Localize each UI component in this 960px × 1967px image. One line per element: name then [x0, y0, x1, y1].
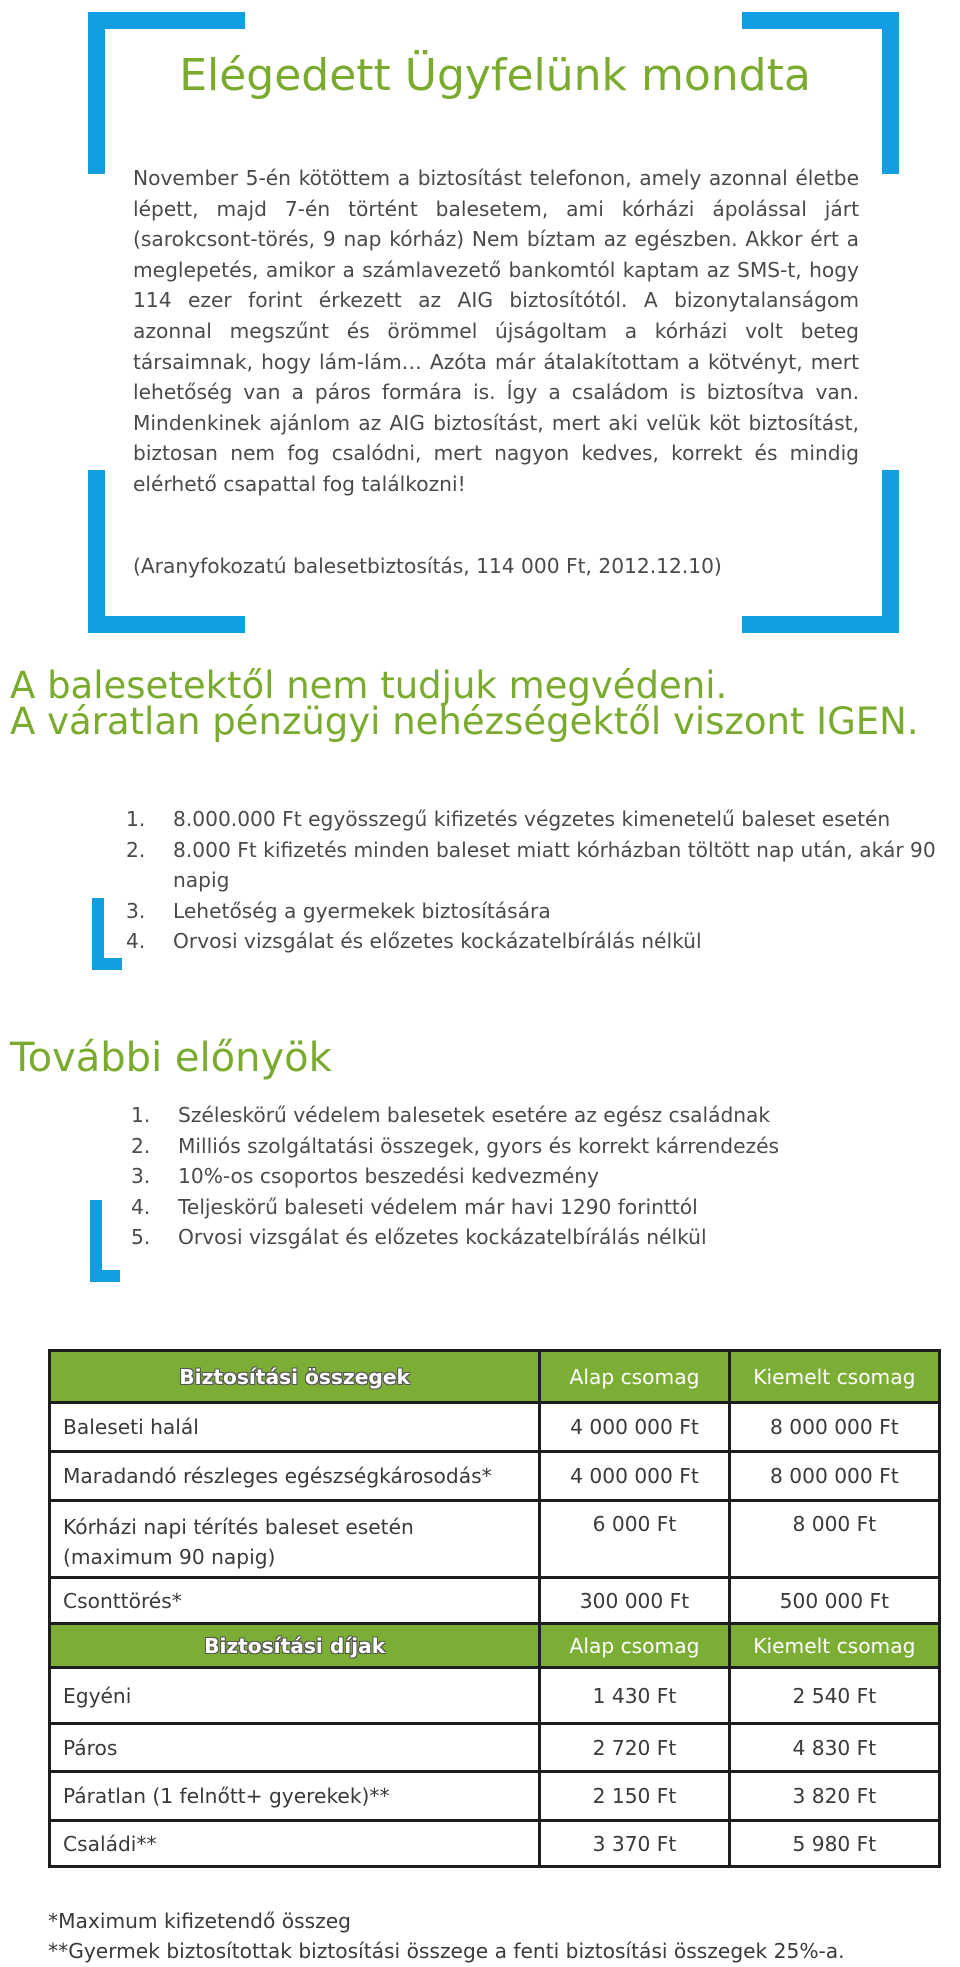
- cell-basic: 3 370 Ft: [540, 1821, 729, 1867]
- benefits-bracket-horizontal: [92, 958, 122, 970]
- more-benefits-bracket-horizontal: [90, 1270, 120, 1282]
- list-text: Orvosi vizsgálat és előzetes kockázatelbírálás nélkül: [173, 929, 702, 953]
- cell-premium: 2 540 Ft: [729, 1668, 939, 1724]
- row-label: Maradandó részleges egészségkárosodás*: [50, 1452, 540, 1501]
- list-number: 2.: [126, 837, 146, 862]
- cell-basic: 300 000 Ft: [540, 1578, 729, 1624]
- list-item: [126, 804, 960, 835]
- footnotes: [48, 1906, 948, 1966]
- list-number: 4.: [131, 1194, 151, 1219]
- cell-premium: 8 000 000 Ft: [729, 1452, 939, 1501]
- list-text: 8.000.000 Ft egyösszegű kifizetés végzetes kimenetelű baleset esetén: [173, 807, 891, 831]
- cell-basic: 2 150 Ft: [540, 1772, 729, 1821]
- frame-bottom-right-horizontal: [742, 616, 899, 633]
- column-header-premium: Kiemelt csomag: [729, 1624, 939, 1668]
- table-row: [50, 1821, 940, 1867]
- list-text: Orvosi vizsgálat és előzetes kockázatelbírálás nélkül: [178, 1225, 707, 1249]
- list-number: 1.: [131, 1103, 151, 1127]
- testimonial-title: Elégedett Ügyfelünk mondta: [179, 50, 811, 101]
- table-row: [50, 1772, 940, 1821]
- frame-top-right-horizontal: [742, 12, 899, 29]
- more-benefits-list: [131, 1100, 931, 1253]
- headline-line-1: A balesetektől nem tudjuk megvédeni.: [10, 664, 728, 707]
- table-row: [50, 1452, 940, 1501]
- table-header-row: [50, 1624, 940, 1668]
- list-item: [126, 926, 960, 957]
- cell-basic: 1 430 Ft: [540, 1668, 729, 1724]
- fees-header: Biztosítási díjak: [50, 1624, 540, 1668]
- cell-basic: 4 000 000 Ft: [540, 1452, 729, 1501]
- table-row: [50, 1501, 940, 1578]
- sums-header: Biztosítási összegek: [50, 1351, 540, 1403]
- list-number: 1.: [126, 807, 146, 831]
- cell-basic: 4 000 000 Ft: [540, 1403, 729, 1452]
- footnote-1: *Maximum kifizetendő összeg: [48, 1909, 351, 1933]
- row-label: Csonttörés*: [50, 1578, 540, 1624]
- list-number: 3.: [126, 898, 146, 923]
- more-benefits-title: További előnyök: [10, 1035, 332, 1081]
- headline-line-2: A váratlan pénzügyi nehézségektől viszont IGEN.: [10, 700, 919, 743]
- table-row: [50, 1403, 940, 1452]
- column-header-basic: Alap csomag: [540, 1351, 729, 1403]
- list-item: [131, 1192, 931, 1223]
- list-number: 4.: [126, 929, 146, 953]
- insurance-table: [48, 1349, 941, 1868]
- testimonial-body: November 5-én kötöttem a biztosítást telefonon, amely azonnal életbe lépett, majd 7-én történt balesetem, ami kórházi ápolással járt (sarokcsont-törés, 9 nap kórház) Nem bíztam az egészben. Akkor ért a meglepetés, amikor a számlavezető bankomtól kaptam az SMS-t, hogy 114 ezer forint érkezett az AIG biztosítótól. A bizonytalanságom azonnal megszűnt és örömmel újságoltam a kórházi volt beteg társaimnak, hogy lám-lám… Azóta már átalakítottam a kötvényt, mert lehetőség van a páros formára is. Így a családom is biztosítva van. Mindenkinek ajánlom az AIG biztosítást, mert aki velük köt biztosítást, biztosan nem fog csalódni, mert nagyon kedves, korrekt és mindig elérhető csapattal fog találkozni!: [133, 166, 859, 496]
- list-item: [126, 896, 960, 927]
- list-text: 8.000 Ft kifizetés minden baleset miatt kórházban töltött nap után, akár 90 napig: [173, 837, 936, 892]
- cell-premium: 5 980 Ft: [729, 1821, 939, 1867]
- frame-bottom-left-horizontal: [88, 616, 245, 633]
- list-number: 3.: [131, 1164, 151, 1188]
- cell-premium: 4 830 Ft: [729, 1724, 939, 1772]
- frame-top-right-vertical: [882, 12, 899, 174]
- list-number: 5.: [131, 1225, 151, 1249]
- column-header-premium: Kiemelt csomag: [729, 1351, 939, 1403]
- row-label: Páratlan (1 felnőtt+ gyerekek)**: [50, 1772, 540, 1821]
- list-item: [131, 1131, 931, 1162]
- column-header-basic: Alap csomag: [540, 1624, 729, 1668]
- list-item: [131, 1161, 931, 1192]
- list-item: [131, 1222, 931, 1253]
- cell-premium: 500 000 Ft: [729, 1578, 939, 1624]
- headline: [10, 664, 955, 743]
- footnote-2: **Gyermek biztosítottak biztosítási összege a fenti biztosítási összegek 25%-a.: [48, 1939, 845, 1963]
- list-item: [126, 835, 960, 896]
- list-item: [131, 1100, 931, 1131]
- row-label: Családi**: [50, 1821, 540, 1867]
- row-label: Páros: [50, 1724, 540, 1772]
- row-label: Baleseti halál: [50, 1403, 540, 1452]
- row-label: Egyéni: [50, 1668, 540, 1724]
- table-row: [50, 1578, 940, 1624]
- cell-premium: 3 820 Ft: [729, 1772, 939, 1821]
- row-label: Kórházi napi térítés baleset esetén (maximum 90 napig): [50, 1501, 540, 1578]
- cell-premium: 8 000 Ft: [729, 1501, 939, 1578]
- list-text: 10%-os csoportos beszedési kedvezmény: [178, 1164, 599, 1188]
- frame-top-left-vertical: [88, 12, 105, 174]
- list-number: 2.: [131, 1133, 151, 1158]
- table-row: [50, 1668, 940, 1724]
- cell-basic: 6 000 Ft: [540, 1501, 729, 1578]
- table-header-row: [50, 1351, 940, 1403]
- benefits-list: [126, 804, 960, 957]
- testimonial-caption: (Aranyfokozatú balesetbiztosítás, 114 000 Ft, 2012.12.10): [133, 554, 722, 578]
- list-text: Széleskörű védelem balesetek esetére az egész családnak: [178, 1103, 771, 1127]
- frame-bottom-left-vertical: [88, 470, 105, 633]
- list-text: Teljeskörű baleseti védelem már havi 1290 forinttól: [178, 1194, 698, 1219]
- list-text: Lehetőség a gyermekek biztosítására: [173, 898, 551, 923]
- list-text: Milliós szolgáltatási összegek, gyors és korrekt kárrendezés: [178, 1133, 780, 1158]
- cell-basic: 2 720 Ft: [540, 1724, 729, 1772]
- cell-premium: 8 000 000 Ft: [729, 1403, 939, 1452]
- frame-top-left-horizontal: [88, 12, 245, 29]
- frame-bottom-right-vertical: [882, 470, 899, 633]
- table-row: [50, 1724, 940, 1772]
